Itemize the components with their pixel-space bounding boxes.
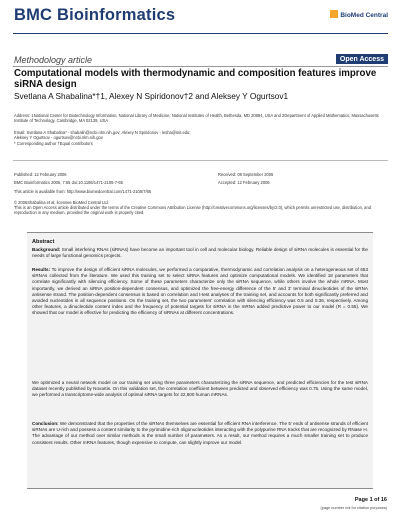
abstract-background xyxy=(32,247,368,259)
copyright-line: © 2006Shabalina et al; licensee BioMed Central Ltd. xyxy=(14,200,109,205)
abstract-results-2: We optimized a neural network model on our training set using three parameters characterizing the siRNA sequence, and predicted efficiencies for the test siRNA dataset recently published by Novartis. On this validation set, the correlation coefficient between predicted and observed efficiency was 0.75. Using the same model, we performed a transcriptome-wide analysis of optimal siRNA targets for 22,600 human mRNAs. xyxy=(32,380,368,398)
open-access-badge: Open Access xyxy=(336,54,388,64)
conclusion-label: Conclusion: xyxy=(32,421,59,426)
email-line-1: Email: Svetlana A Shabalina* - shabalin@ncbi.nlm.nih.gov; Alexey N Spiridonov - lesha@mit.edu; xyxy=(14,130,191,135)
author-list: Svetlana A Shabalina*†1, Alexey N Spiridonov†2 and Aleksey Y Ogurtsov1 xyxy=(14,91,289,101)
author-emails xyxy=(14,130,386,140)
abstract-heading: Abstract xyxy=(32,239,55,245)
abstract-results xyxy=(32,267,368,317)
page-note: (page number not for citation purposes) xyxy=(320,506,387,510)
header-rule xyxy=(13,33,388,34)
copyright-block xyxy=(14,200,386,215)
background-text: Small interfering RNAs (siRNAs) have become an important tool in cell and molecular biology. Reliable design of siRNA molecules is essential for the needs of large functional genomics projects. xyxy=(32,247,368,259)
meta-rule xyxy=(13,160,388,161)
biomed-central-logo xyxy=(330,10,388,19)
article-type: Methodology article xyxy=(14,55,93,65)
results-label: Results: xyxy=(32,267,51,272)
received-date: Received: 08 September 2005 xyxy=(218,172,274,177)
published-date: Published: 12 February 2006 xyxy=(14,172,67,177)
page-number: Page 1 of 16 xyxy=(354,497,387,503)
logo-square-icon xyxy=(330,10,338,18)
email-line-2: Aleksey Y Ogurtsov - ogurtsov@ncbi.nlm.nih.gov xyxy=(14,135,103,141)
article-title: Computational models with thermodynamic and composition features improve siRNA design xyxy=(14,68,377,90)
article-url[interactable]: This article is available from: http://www.biomedcentral.com/1471-2105/7/65 xyxy=(14,189,152,194)
results-text: To improve the design of efficient siRNA molecules, we performed a comparative, thermodynamic and correlation analysis on a heterogeneous set of 653 siRNAs collected from the literature. We used this training set to select siRNA features and optimize computational models. We identified 18 parameters that correlate significantly with silencing efficiency. Some of these parameters characterize only the siRNA sequence, while others involve the whole mRNA. Most importantly, we derived an siRNA position-dependent consensus, and optimized the free-energy difference of the 5' and 3' terminal dinucleotides of the siRNA antisense strand. The position-dependent consensus is based on correlation and t-test analyses of the training set, and accounts for both significantly preferred and avoided nucleotides in all sequence positions. On the training set, the two parameters' correlation with silencing efficiency was 0.5 and 0.36, respectively. Among other features, a dinucleotide content index and the frequency of potential targets for siRNA in the mRNA added predictive power to our model (R = 0.55). We showed that our model is effective for predicting the efficiency of siRNAs at different concentrations. xyxy=(32,267,368,316)
logo-text: BioMed Central xyxy=(340,12,388,19)
corresponding-note: * Corresponding author †Equal contributors xyxy=(14,141,93,146)
conclusion-text: We demonstrated that the properties of the siRNAs themselves are essential for efficient RNA interference. The 5' ends of antisense strands of efficient siRNAs are U-rich and possess a content similarity to the pyrimidine-rich oligonucleotides interacting with the polypurine RNA tracks that are recognized by RNase H. The advantage of our method over similar methods is the small number of parameters. As a result, our method requires a much smaller training set to produce consistent results. Other mRNA features, though expensive to compute, can slightly improve our model. xyxy=(32,421,368,445)
background-label: Background: xyxy=(32,247,61,252)
license-text: This is an Open Access article distributed under the terms of the Creative Commons Attribution License (http://creativecommons.org/licenses/by/2.0), which permits unrestricted use, distribution, and reproduction in any medium, provided the original work is properly cited. xyxy=(14,205,372,216)
title-rule xyxy=(13,66,388,67)
accepted-date: Accepted: 12 February 2006 xyxy=(218,180,270,185)
journal-title: BMC Bioinformatics xyxy=(14,6,176,24)
author-address: Address: 1National Center for Biotechnology Information, National Library of Medicine, National Institutes of Health, Bethesda, MD 20894, USA and 2Department of Applied Mathematics, Massachusetts Institute of Technology, Cambridge, MA 02139, USA xyxy=(14,113,379,124)
abstract-conclusion xyxy=(32,421,368,446)
citation: BMC Bioinformatics 2006, 7:65 doi:10.1186/1471-2105-7-65 xyxy=(14,180,123,185)
